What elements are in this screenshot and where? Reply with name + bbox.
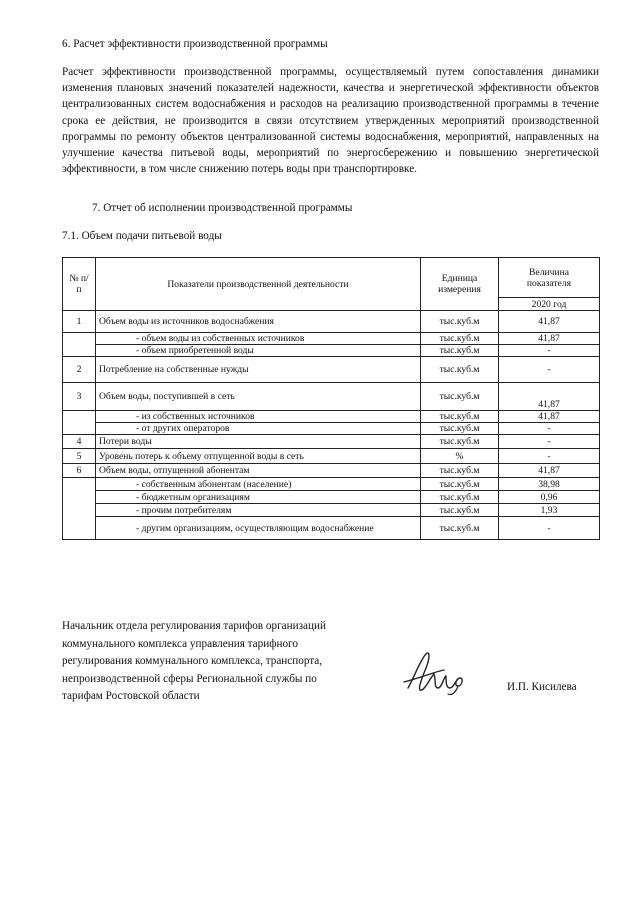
row-unit: тыс.куб.м xyxy=(421,411,499,423)
row-num xyxy=(63,423,96,435)
row-label: - объем воды из собственных источников xyxy=(96,333,421,345)
row-label: Потери воды xyxy=(96,435,421,449)
section-6-heading: 6. Расчет эффективности производственной программы xyxy=(62,38,328,50)
row-unit: тыс.куб.м xyxy=(421,357,499,383)
row-label: Объем воды из источников водоснабжения xyxy=(96,311,421,333)
row-num xyxy=(63,411,96,423)
row-num xyxy=(63,517,96,540)
row-label: - из собственных источников xyxy=(96,411,421,423)
table-row xyxy=(63,449,600,464)
row-label: Уровень потерь к объему отпущенной воды в сеть xyxy=(96,449,421,464)
section-7-1-subheading: 7.1. Объем подачи питьевой воды xyxy=(62,230,222,242)
signatory-position-line: непроизводственной сферы Региональной службы по xyxy=(62,672,317,685)
row-unit: тыс.куб.м xyxy=(421,504,499,517)
table-row xyxy=(63,423,600,435)
signatory-position xyxy=(62,618,392,706)
row-num xyxy=(63,333,96,345)
row-value: 38,98 xyxy=(499,478,600,491)
table-row xyxy=(63,411,600,423)
row-unit: тыс.куб.м xyxy=(421,435,499,449)
row-num: 5 xyxy=(63,449,96,464)
row-unit: тыс.куб.м xyxy=(421,517,499,540)
row-unit: тыс.куб.м xyxy=(421,423,499,435)
row-value: - xyxy=(499,517,600,540)
row-value: - xyxy=(499,357,600,383)
row-unit: тыс.куб.м xyxy=(421,345,499,357)
row-num: 3 xyxy=(63,383,96,411)
row-num: 2 xyxy=(63,357,96,383)
header-year: 2020 год xyxy=(499,298,600,311)
row-num: 4 xyxy=(63,435,96,449)
water-supply-table xyxy=(62,257,600,540)
row-unit: % xyxy=(421,449,499,464)
row-label: - бюджетным организациям xyxy=(96,491,421,504)
row-num xyxy=(63,504,96,517)
table-row xyxy=(63,491,600,504)
section-7-heading: 7. Отчет об исполнении производственной программы xyxy=(92,202,353,214)
table-row xyxy=(63,357,600,383)
row-label: - прочим потребителям xyxy=(96,504,421,517)
row-label: - другим организациям, осуществляющим водоснабжение xyxy=(96,517,421,540)
row-value: 41,87 xyxy=(499,383,600,411)
header-unit: Единица измерения xyxy=(421,258,499,311)
row-label: Объем воды, отпущенной абонентам xyxy=(96,464,421,478)
row-num xyxy=(63,491,96,504)
table-row xyxy=(63,517,600,540)
row-num: 1 xyxy=(63,311,96,333)
table-row xyxy=(63,464,600,478)
row-unit: тыс.куб.м xyxy=(421,464,499,478)
row-value: 1,93 xyxy=(499,504,600,517)
table-row xyxy=(63,345,600,357)
row-unit: тыс.куб.м xyxy=(421,478,499,491)
row-value: 0,96 xyxy=(499,491,600,504)
row-value: 41,87 xyxy=(499,333,600,345)
signatory-position-line: коммунального комплекса управления тарифного xyxy=(62,637,298,650)
row-num: 6 xyxy=(63,464,96,478)
row-value: - xyxy=(499,345,600,357)
row-label: - собственным абонентам (население) xyxy=(96,478,421,491)
table-row xyxy=(63,333,600,345)
table-row xyxy=(63,383,600,411)
row-label: Потребление на собственные нужды xyxy=(96,357,421,383)
signatory-position-line: Начальник отдела регулирования тарифов организаций xyxy=(62,620,326,632)
table-row xyxy=(63,478,600,491)
row-num xyxy=(63,478,96,491)
handwritten-signature xyxy=(400,648,480,698)
row-value: 41,87 xyxy=(499,311,600,333)
row-value: - xyxy=(499,423,600,435)
row-value: - xyxy=(499,435,600,449)
row-unit: тыс.куб.м xyxy=(421,333,499,345)
signatory-position-line: тарифам Ростовской области xyxy=(62,690,200,702)
signatory-name: И.П. Кисилева xyxy=(507,681,577,693)
row-value: 41,87 xyxy=(499,464,600,478)
header-num: № п/п xyxy=(63,258,96,311)
header-value: Величина показателя xyxy=(499,258,600,298)
row-num xyxy=(63,345,96,357)
table-row xyxy=(63,504,600,517)
row-label: Объем воды, поступившей в сеть xyxy=(96,383,421,411)
row-unit: тыс.куб.м xyxy=(421,383,499,411)
row-label: - от других операторов xyxy=(96,423,421,435)
row-unit: тыс.куб.м xyxy=(421,311,499,333)
row-unit: тыс.куб.м xyxy=(421,491,499,504)
row-value: 41,87 xyxy=(499,411,600,423)
table-row xyxy=(63,435,600,449)
section-6-paragraph: Расчет эффективности производственной программы, осуществляемый путем сопоставления динамики изменения плановых значений показателей надежности, качества и энергетической эффективности объектов централизованных систем водоснабжения и расходов на реализацию производственной программы в течение срока ее действия, не производится в связи отсутствием утвержденных мероприятий производственной программы по ремонту объектов централизованной системы водоснабжения, мероприятий, направленных на улучшение качества питьевой воды, мероприятий по энергосбережению и повышению энергетической эффективности, в том числе снижению потерь воды при транспортировке. xyxy=(62,66,599,176)
row-label: - объем приобретенной воды xyxy=(96,345,421,357)
row-value: - xyxy=(499,449,600,464)
header-indicator: Показатели производственной деятельности xyxy=(96,258,421,311)
table-row xyxy=(63,311,600,333)
signatory-position-line: регулирования коммунального комплекса, транспорта, xyxy=(62,655,323,667)
